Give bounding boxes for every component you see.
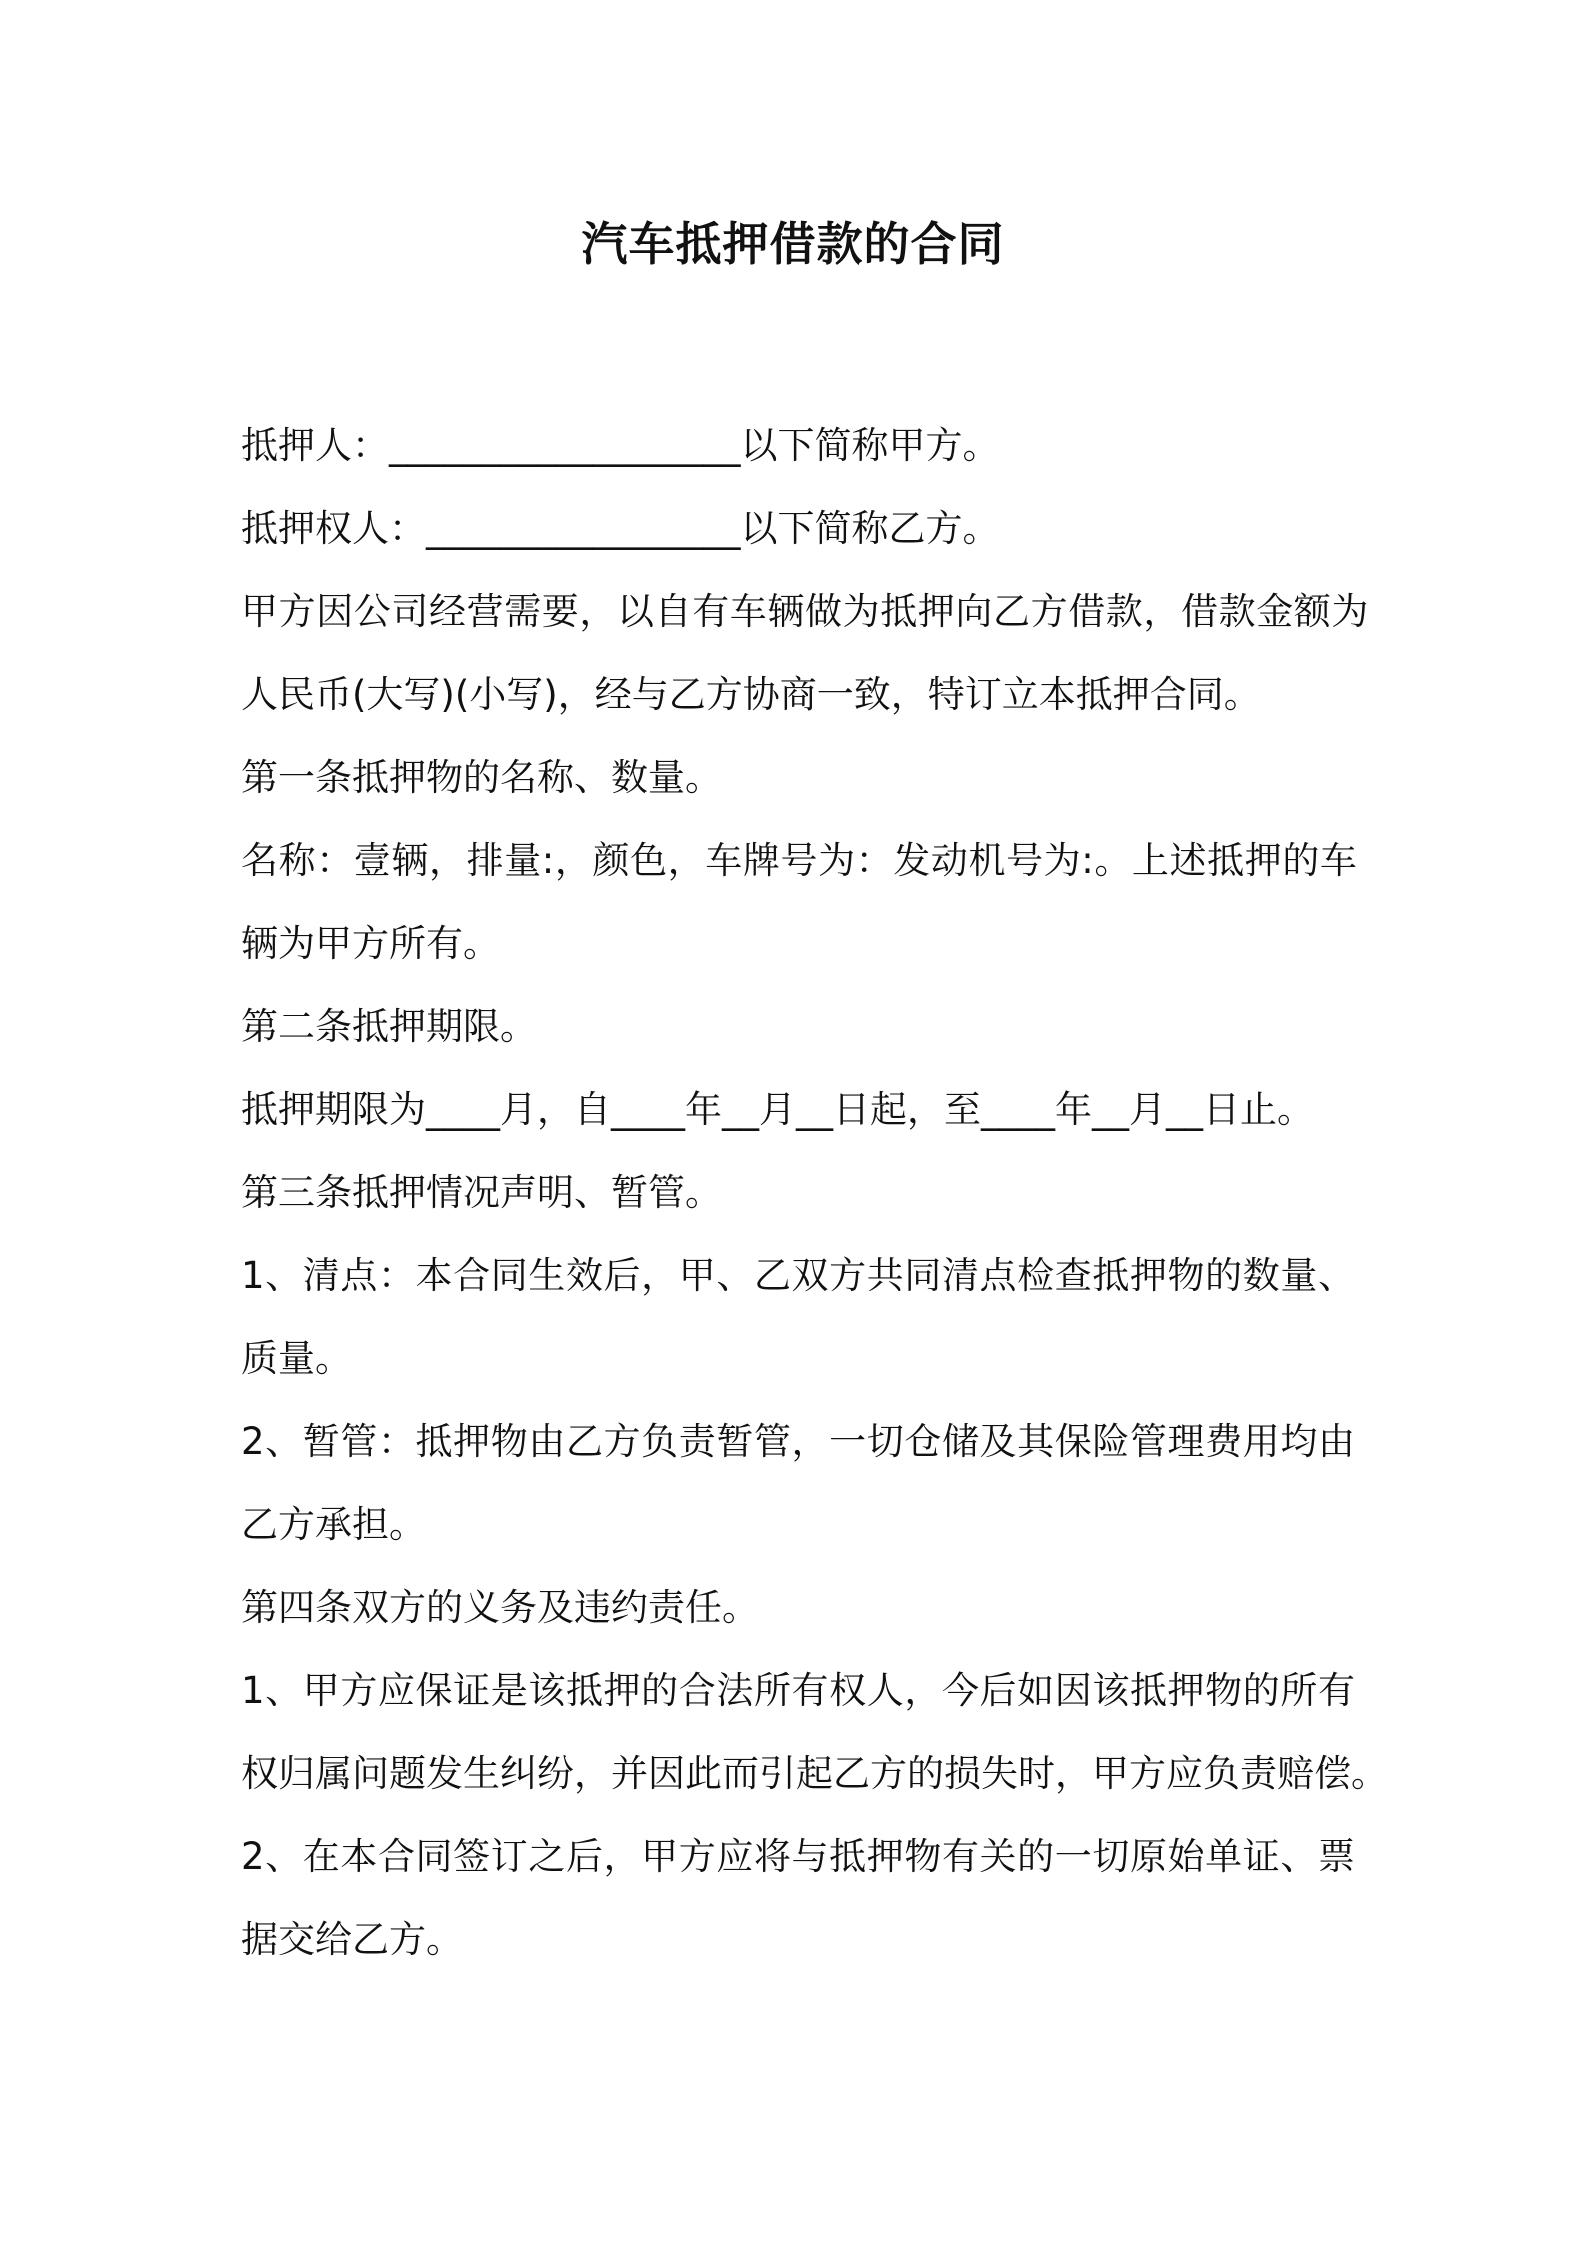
document-title: 汽车抵押借款的合同 — [581, 217, 1005, 271]
article-2-text-line: 抵押期限为____月，自____年__月__日起，至____年__月__日止。 — [241, 1088, 1314, 1131]
article-3-item-2-line: 乙方承担。 — [241, 1503, 426, 1546]
article-1-text-line: 名称：壹辆，排量:，颜色，车牌号为：发动机号为:。上述抵押的车 — [241, 839, 1358, 882]
article-4-item-2-line: 2、在本合同签订之后，甲方应将与抵押物有关的一切原始单证、票 — [241, 1835, 1356, 1878]
article-2-heading: 第二条抵押期限。 — [241, 1005, 537, 1048]
article-4-item-1-line: 权归属问题发生纠纷，并因此而引起乙方的损失时，甲方应负责赔偿。 — [241, 1752, 1388, 1795]
article-4-item-2-line: 据交给乙方。 — [241, 1918, 463, 1961]
article-3-item-1-line: 质量。 — [241, 1337, 352, 1380]
intro-paragraph-line: 甲方因公司经营需要，以自有车辆做为抵押向乙方借款，借款金额为 — [241, 590, 1369, 633]
article-3-item-2-line: 2、暂管：抵押物由乙方负责暂管，一切仓储及其保险管理费用均由 — [241, 1420, 1356, 1463]
article-1-heading: 第一条抵押物的名称、数量。 — [241, 756, 722, 799]
article-4-item-1-line: 1、甲方应保证是该抵押的合法所有权人，今后如因该抵押物的所有 — [241, 1669, 1356, 1712]
mortgagee-line: 抵押权人：_________________以下简称乙方。 — [241, 507, 1000, 550]
article-4-heading: 第四条双方的义务及违约责任。 — [241, 1586, 759, 1629]
article-3-heading: 第三条抵押情况声明、暂管。 — [241, 1171, 722, 1214]
mortgagor-line: 抵押人：___________________以下简称甲方。 — [241, 424, 1000, 467]
document-body — [241, 404, 1388, 1981]
article-3-item-1-line: 1、清点：本合同生效后，甲、乙双方共同清点检查抵押物的数量、 — [241, 1254, 1356, 1297]
intro-paragraph-line: 人民币(大写)(小写)，经与乙方协商一致，特订立本抵押合同。 — [241, 673, 1261, 716]
article-1-text-line: 辆为甲方所有。 — [241, 922, 500, 965]
